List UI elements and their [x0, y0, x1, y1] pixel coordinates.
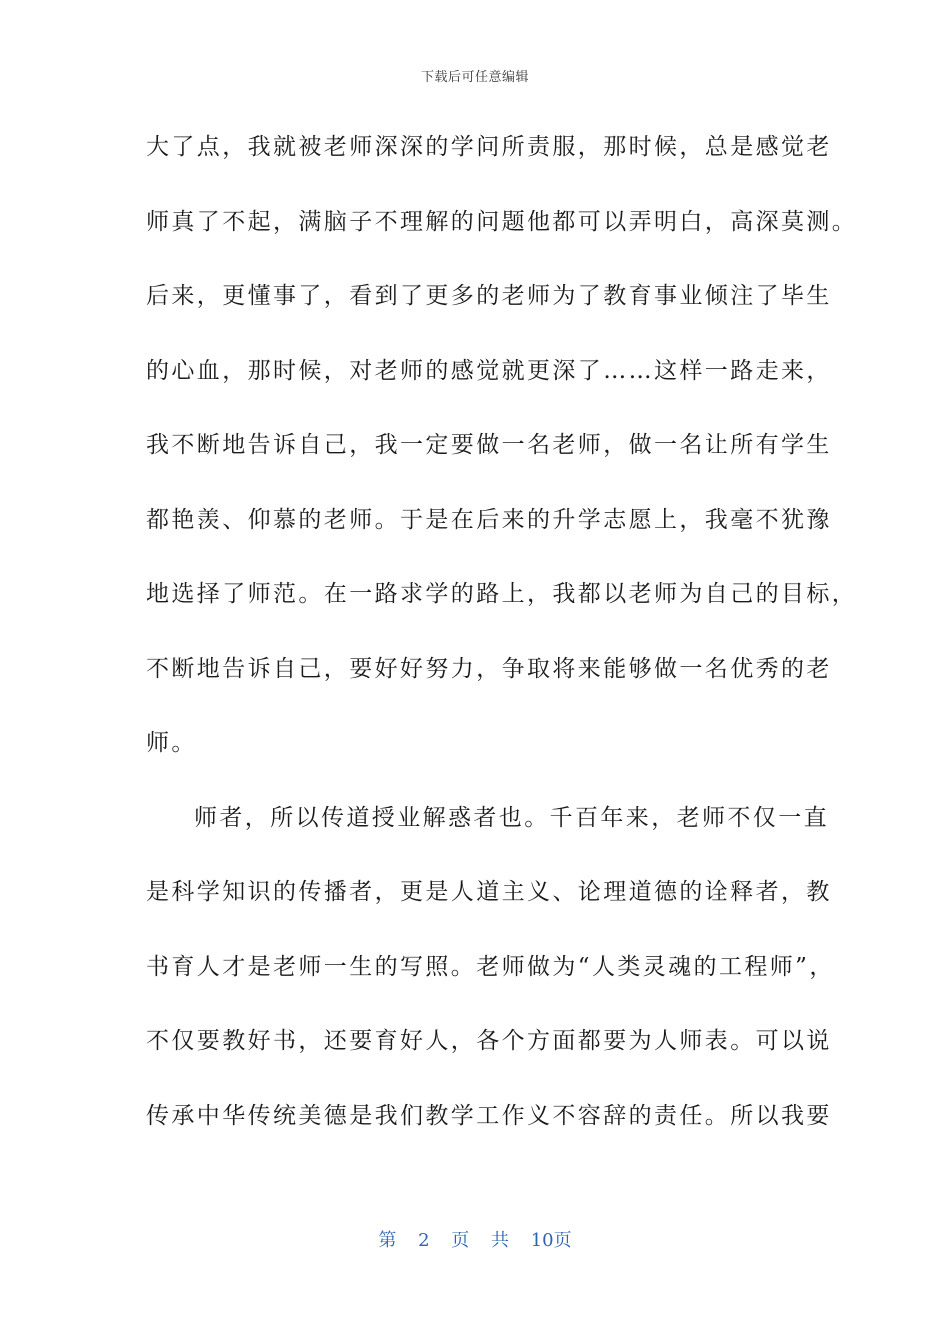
text-line: 不仅要教好书，还要育好人，各个方面都要为人师表。可以说	[146, 1028, 832, 1054]
current-page-number: 2	[418, 1230, 430, 1251]
text-line: 都艳羡、仰慕的老师。于是在后来的升学志愿上，我毫不犹豫	[146, 506, 832, 533]
page-footer	[0, 1226, 950, 1252]
text-line: 的心血，那时候，对老师的感觉就更深了……这样一路走来，	[146, 357, 832, 384]
paragraph-start-line: 师者，所以传道授业解惑者也。千百年来，老师不仅一直	[194, 804, 829, 831]
footer-page-label: 页	[451, 1230, 470, 1251]
text-line: 不断地告诉自己，要好好努力，争取将来能够做一名优秀的老	[146, 655, 832, 682]
text-line: 师。	[146, 730, 197, 756]
text-line: 师真了不起，满脑子不理解的问题他都可以弄明白，高深莫测。	[146, 208, 858, 235]
text-line: 大了点，我就被老师深深的学问所责服，那时候，总是感觉老	[146, 134, 832, 160]
footer-total-label: 共	[491, 1230, 509, 1251]
page-header: 下载后可任意编辑	[420, 70, 529, 85]
text-line: 是科学知识的传播者，更是人道主义、论理道德的诠释者，教	[146, 879, 832, 905]
text-line: 地选择了师范。在一路求学的路上，我都以老师为自己的目标，	[146, 581, 858, 607]
text-line: 后来，更懂事了，看到了更多的老师为了教育事业倾注了毕生	[146, 283, 832, 309]
footer-prefix: 第	[378, 1230, 397, 1251]
text-line: 传承中华传统美德是我们教学工作义不容辞的责任。所以我要	[146, 1102, 832, 1129]
total-pages: 10页	[530, 1230, 572, 1251]
text-line: 书育人才是老师一生的写照。老师做为“人类灵魂的工程师”，	[146, 953, 835, 980]
text-line: 我不断地告诉自己，我一定要做一名老师，做一名让所有学生	[146, 432, 832, 458]
document-body	[146, 118, 858, 1161]
